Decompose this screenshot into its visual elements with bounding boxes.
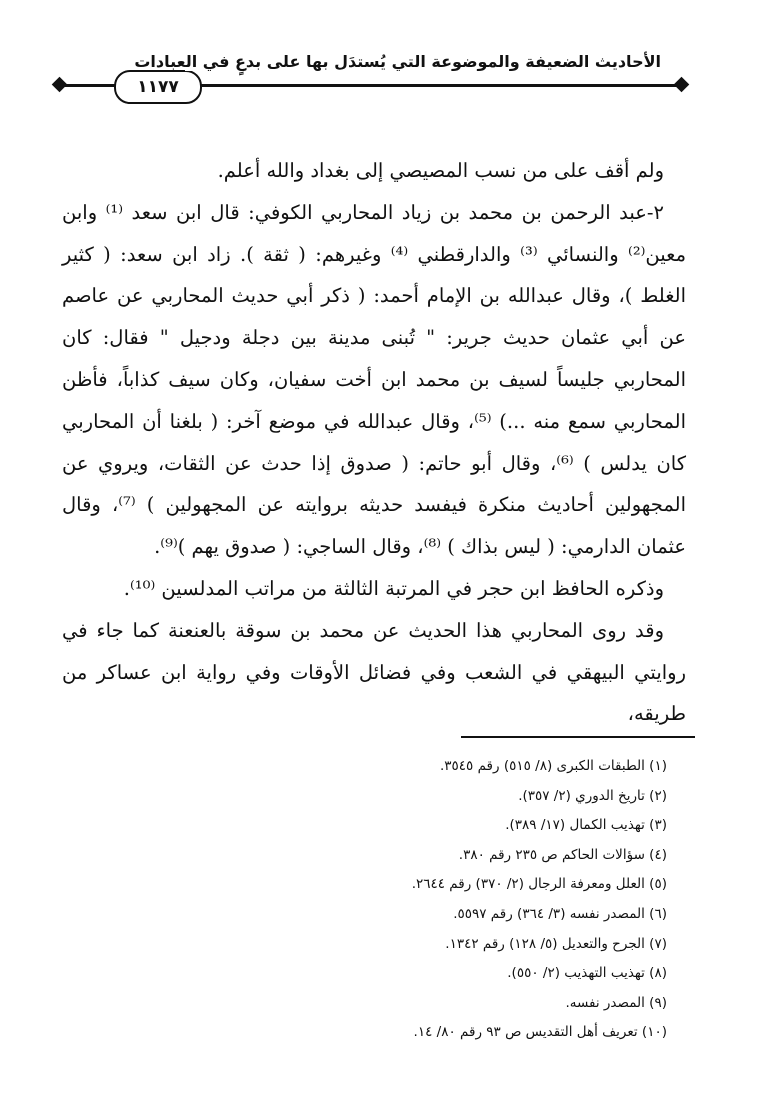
- footnote-4: (٤) سؤالات الحاكم ص ٢٣٥ رقم ٣٨٠.: [458, 846, 667, 863]
- footnote-9: (٩) المصدر نفسه.: [565, 994, 667, 1011]
- footnotes: [107, 752, 667, 1048]
- footnote-separator: [461, 736, 695, 738]
- footnote-2: (٢) تاريخ الدوري (٢/ ٣٥٧).: [518, 787, 667, 804]
- main-text: [62, 150, 686, 735]
- page-header: [0, 0, 759, 110]
- paragraph-1: ولم أقف على من نسب المصيصي إلى بغداد والله أعلم.: [217, 159, 664, 182]
- left-diamond-ornament: [52, 77, 68, 93]
- paragraph-2: ٢-عبد الرحمن بن محمد بن زياد المحاربي الكوفي: قال ابن سعد ⁽¹⁾ وابن معين⁽²⁾ والنسائي ⁽³⁾ والدارقطني ⁽⁴⁾ وغيرهم: ( ثقة ). زاد ابن سعد: ( كثير الغلط )، وقال عبدالله بن الإمام أحمد: ( ذكر أبي حديث المحاربي عن عاصم عن أبي عثمان حديث جرير: " تُبنى مدينة بين دجلة ودجيل " فقال: كان المحاربي جليساً لسيف بن محمد ابن أخت سفيان، وكان سيف كذاباً، فأظن المحاربي سمع منه ...) ⁽⁵⁾، وقال عبدالله في موضع آخر: ( بلغنا أن المحاربي كان يدلس ) ⁽⁶⁾، وقال أبو حاتم: ( صدوق إذا حدث عن الثقات، ويروي عن المجهولين أحاديث منكرة فيفسد حديثه بروايته عن المجهولين ) ⁽⁷⁾، وقال عثمان الدارمي: ( ليس بذاك ) ⁽⁸⁾، وقال الساجي: ( صدوق يهم )⁽⁹⁾.: [62, 200, 687, 559]
- footnote-3: (٣) تهذيب الكمال (١٧/ ٣٨٩).: [505, 817, 667, 834]
- paragraph-4: وقد روى المحاربي هذا الحديث عن محمد بن سوقة بالعنعنة كما جاء في روايتي البيهقي في الشعب وفي فضائل الأوقات وفي رواية ابن عساكر من طريقه،: [62, 618, 686, 726]
- footnote-1: (١) الطبقات الكبرى (٨/ ٥١٥) رقم ٣٥٤٥.: [439, 758, 667, 774]
- running-title: الأحاديث الضعيفة والموضوعة التي يُستدَل بها على بدعٍ في العبادات: [185, 52, 667, 71]
- footnote-8: (٨) تهذيب التهذيب (٢/ ٥٥٠).: [507, 965, 667, 982]
- paragraph-3: وذكره الحافظ ابن حجر في المرتبة الثالثة من مراتب المدلسين ⁽¹⁰⁾.: [123, 576, 664, 600]
- footnote-10: (١٠) تعريف أهل التقديس ص ٩٣ رقم ٨٠/ ١٤.: [413, 1024, 667, 1041]
- right-diamond-ornament: [674, 77, 690, 93]
- footnote-5: (٥) العلل ومعرفة الرجال (٢/ ٣٧٠) رقم ٢٦٤٤.: [411, 876, 667, 893]
- footnote-6: (٦) المصدر نفسه (٣/ ٣٦٤) رقم ٥٥٩٧.: [453, 905, 667, 922]
- footnote-7: (٧) الجرح والتعديل (٥/ ١٢٨) رقم ١٣٤٢.: [445, 935, 667, 952]
- page-number: ١١٧٧: [114, 70, 202, 104]
